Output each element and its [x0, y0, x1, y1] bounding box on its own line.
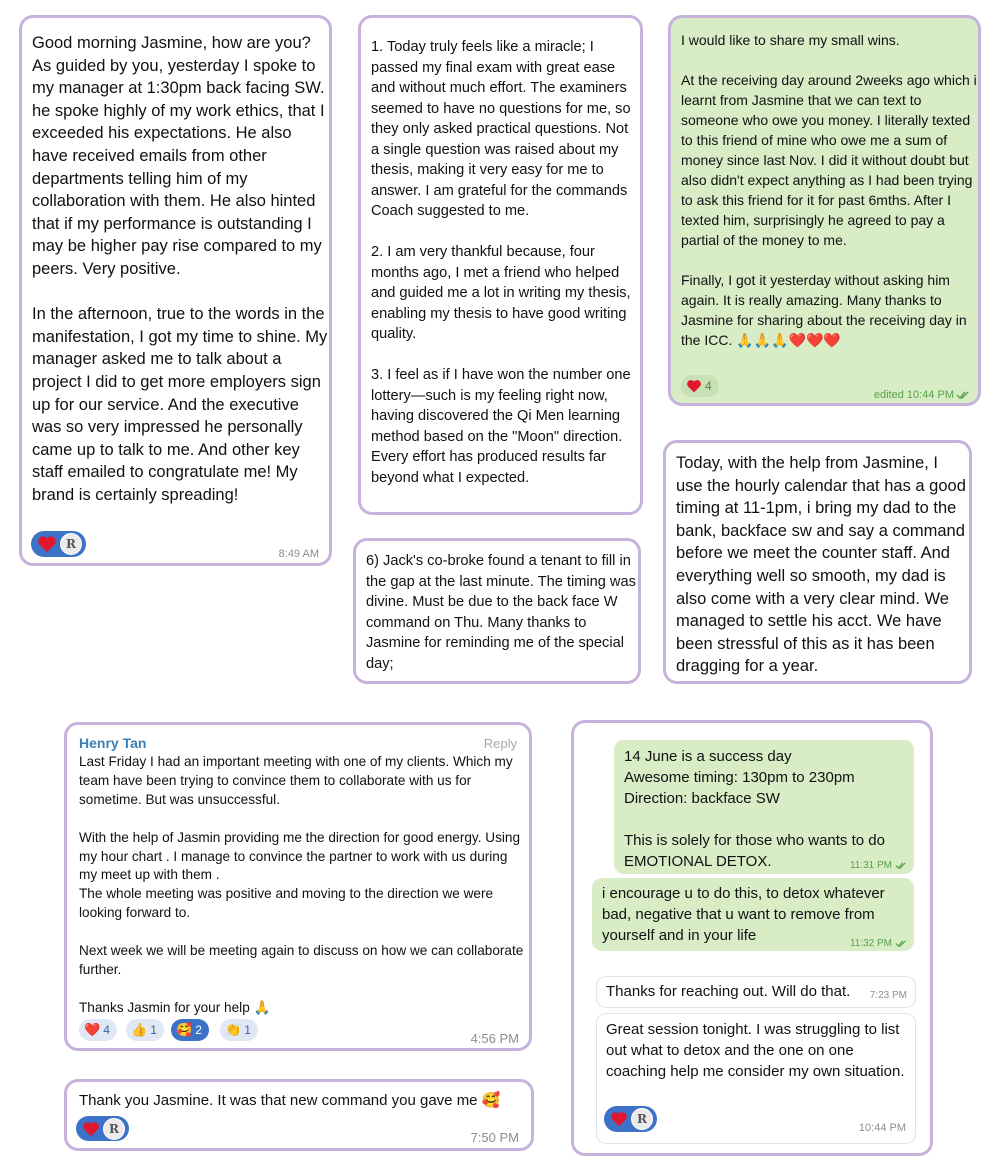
message-time: 4:56 PM	[470, 1031, 519, 1046]
reaction-pill[interactable]	[31, 531, 86, 557]
reaction-pill[interactable]	[76, 1116, 129, 1141]
chat-bubble-outgoing	[592, 878, 914, 951]
message-text: Today, with the help from Jasmine, I use the hourly calendar that has a good timing at 11-1pm, i bring my dad to the bank, backface sw and say a command before we meet the counter staff. And everything well so smooth, my dad is also come with a very clear mind. We managed to settle his acct. We have been stressful of this as it has been dragging for a year.	[676, 454, 966, 676]
testimonial-card-4	[353, 538, 641, 684]
testimonial-card-8	[571, 720, 933, 1156]
heart-icon	[82, 1121, 100, 1137]
message-text: i encourage u to do this, to detox whatever bad, negative that u want to remove from yourself and in your life	[602, 885, 885, 944]
message-time: 7:50 PM	[470, 1130, 519, 1145]
sender-name[interactable]: Henry Tan	[79, 735, 147, 751]
reaction-heart[interactable]	[681, 375, 719, 397]
message-text: Thanks for reaching out. Will do that.	[606, 983, 851, 1000]
heart-icon	[37, 535, 57, 553]
testimonial-card-2	[358, 15, 643, 515]
message-text: 1. Today truly feels like a miracle; I passed my final exam with great ease and without much effort. The examiners seemed to have no questions for me, so they only asked practical questions. Not a single question was raised about my thesis, making it very easy for me to answer. I am grateful for the commands Coach suggested to me. 2. I am very thankful because, four months ago, I met a friend who helped and guided me a lot in writing my thesis, enabling my thesis to have good writing quality. 3. I feel as if I have won the number one lottery—such is my feeling right now, having discovered the Qi Men learning method based on the "Moon" direction. Every effort has produced results far beyond what I expected.	[371, 39, 631, 486]
avatar[interactable]: R	[103, 1118, 125, 1140]
message-time: 11:32 PM	[849, 938, 892, 949]
reaction-count: 4	[103, 1023, 110, 1037]
reaction-count: 2	[195, 1023, 202, 1037]
reaction-clapping[interactable]	[220, 1019, 258, 1041]
reply-button[interactable]: Reply	[483, 736, 517, 751]
chat-bubble-incoming	[596, 1013, 916, 1144]
reaction-count: 1	[244, 1023, 251, 1037]
testimonial-card-6	[64, 722, 532, 1051]
reaction-count: 4	[705, 379, 712, 393]
double-check-icon	[895, 861, 907, 870]
reaction-pill[interactable]	[604, 1106, 657, 1132]
clapping-hands-icon: 👏	[225, 1022, 242, 1037]
testimonial-card-3	[668, 15, 981, 406]
double-check-icon	[895, 939, 907, 948]
reaction-heart[interactable]	[79, 1019, 117, 1041]
avatar[interactable]: R	[631, 1108, 653, 1130]
message-time: edited 10:44 PM	[873, 389, 954, 401]
message-time: 11:31 PM	[849, 860, 892, 871]
message-text: Good morning Jasmine, how are you? As guided by you, yesterday I spoke to my manager at 1:30pm back facing SW. he spoke highly of my work ethics, that I exceeded his expectations. He also have received emails from other departments telling him of my collaboration with them. He also hinted that if my performance is outstanding I may be higher pay rise compared to my peers. Very positive. In the afternoon, true to the words in the manifestation, I got my time to shine. My manager asked me to talk about a project I did to get more employers sign up for our service. And the executive was so very impressed he personally came up to talk to me. And other key staff emailed to congratulate me! My brand is certainly spreading!	[32, 34, 328, 504]
heart-icon	[610, 1111, 628, 1127]
chat-bubble-incoming	[596, 976, 916, 1008]
testimonial-card-7	[64, 1079, 534, 1151]
testimonial-card-5	[663, 440, 972, 684]
heart-icon: ❤️	[84, 1022, 101, 1037]
chat-bubble-outgoing	[614, 740, 914, 874]
double-check-icon	[956, 390, 970, 400]
reaction-count: 1	[150, 1023, 157, 1037]
message-text: 14 June is a success day Awesome timing: 130pm to 230pm Direction: backface SW This is solely for those who wants to do EMOTIONAL DETOX.	[624, 748, 885, 870]
message-text: Last Friday I had an important meeting with one of my clients. Which my team have been trying to convince them to collaborate with us for sometime. But was unsuccessful. With the help of Jasmin providing me the direction for good energy. Using my hour chart . I manage to convince the partner to work with us during my meet up with them . The whole meeting was positive and moving to the direction we were looking forward to. Next week we will be meeting again to discuss on how we can collaborate further. Thanks Jasmin for your help 🙏	[79, 754, 524, 1015]
heart-icon	[686, 379, 702, 393]
message-time: 10:44 PM	[858, 1122, 906, 1134]
message-text: 6) Jack's co-broke found a tenant to fill in the gap at the last minute. The timing was divine. Must be due to the back face W command on Thu. Many thanks to Jasmine for reminding me of the special day;	[366, 553, 636, 672]
message-time: 8:49 AM	[278, 548, 319, 560]
message-text: I would like to share my small wins. At the receiving day around 2weeks ago which i learnt from Jasmine that we can text to someone who owe you money. I literally texted to this friend of mine who owe me a sum of money since last Nov. I did it without doubt but also didn't expect anything as I had been trying to ask this friend for it for past 6mths. After I texted him, surprisingly he agreed to pay a partial of the money to me. Finally, I got it yesterday without asking him again. It is really amazing. Many thanks to Jasmine for sharing about the receiving day in the ICC. 🙏🙏🙏❤️❤️❤️	[681, 32, 977, 348]
message-text: Great session tonight. I was struggling to list out what to detox and the one on one coaching help me consider my own situation.	[606, 1021, 905, 1080]
message-time: 7:23 PM	[869, 990, 907, 1001]
reaction-smiling-hearts[interactable]	[171, 1019, 209, 1041]
avatar[interactable]: R	[60, 533, 82, 555]
testimonial-card-1	[19, 15, 332, 566]
thumbs-up-icon: 👍	[131, 1022, 148, 1037]
message-text: Thank you Jasmine. It was that new command you gave me 🥰	[79, 1092, 501, 1109]
smiling-face-hearts-icon: 🥰	[176, 1022, 193, 1037]
reaction-thumbs-up[interactable]	[126, 1019, 164, 1041]
